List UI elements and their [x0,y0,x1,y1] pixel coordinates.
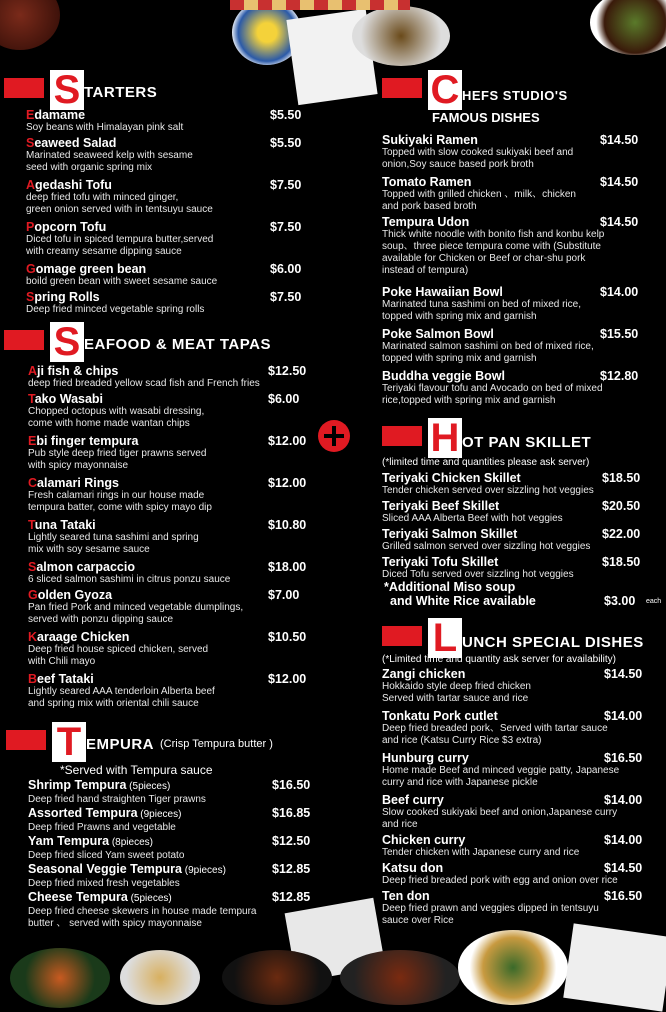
starters-item [26,290,302,316]
tempura-header: T EMPURA (Crisp Tempura butter ) [6,722,306,768]
item-name-text: Poke Salmon Bowl [382,327,494,341]
item-description: Home made Beef and minced veggie patty, Japanese [382,765,620,776]
item-name [382,471,594,485]
item-name [28,476,212,490]
tempura-subtitle: (Crisp Tempura butter ) [160,738,273,750]
item-name [382,889,599,903]
item-name-text: omage green bean [35,262,147,276]
item-description: come with home made wantan chips [28,418,190,429]
item-initial: B [28,672,38,686]
item-name-text: eaweed Salad [34,136,117,150]
item-description: Tender chicken with Japanese curry and rice [382,847,580,858]
item-price: $5.50 [270,108,302,122]
lunch-header: L UNCH SPECIAL DISHES [382,618,662,664]
item-name-text: bi finger tempura [36,434,139,448]
hotpan-item [382,499,641,525]
item-description: soup、three piece tempura come with (Substitute [382,241,601,252]
item-description: Marinated tuna sashimi on bed of mixed rice, [382,299,581,310]
item-description: available for Chicken or Beef or char-shu pork [382,253,586,264]
item-name [26,220,213,234]
seafood-item [28,392,300,430]
item-price: $14.50 [604,667,643,681]
seafood-item [28,560,307,586]
item-price: $14.00 [604,793,643,807]
starters-header: S TARTERS [4,70,204,116]
item-initial: K [28,630,38,644]
item-price: $7.50 [270,178,302,192]
item-description: mix with soy sesame sauce [28,544,150,555]
item-description: boild green bean with sweet sesame sauce [26,276,218,287]
item-name-text: Buddha veggie Bowl [382,369,505,383]
item-name-text: una Tataki [34,518,96,532]
item-initial: G [26,262,36,276]
item-price: $6.00 [268,392,300,406]
item-name-text: almon carpaccio [36,560,135,574]
item-name [382,499,563,513]
item-name [382,285,581,299]
item-description: butter 、 served with spicy mayonnaise [28,918,202,929]
tempura-note: *Served with Tempura sauce [60,763,213,777]
item-price: $14.00 [604,709,643,723]
item-description: Fresh calamari rings in our house made [28,490,205,501]
item-name-text: ako Wasabi [34,392,104,406]
item-price: $12.80 [600,369,639,383]
item-description: onion,Soy sauce based pork broth [382,159,534,170]
item-description: Served with tartar sauce and rice [382,693,529,704]
seafood-item [28,518,307,556]
item-description: Deep fried house spiced chicken, served [28,644,209,655]
lunch-item [382,667,643,705]
food-photo-bottom-right [563,923,666,1011]
item-initial: E [28,434,37,448]
seafood-item [28,364,307,390]
item-description: Grilled salmon served over sizzling hot veggies [382,541,591,552]
item-description: Tender chicken served over sizzling hot veggies [382,485,594,496]
item-description: and pork based broth [382,201,477,212]
item-price: $16.50 [272,778,311,792]
item-description: Marinated seaweed kelp with sesame [26,150,193,161]
item-name-text: Zangi chicken [382,667,466,681]
item-name-text: Teriyaki Salmon Skillet [382,527,518,541]
item-initial: C [28,476,38,490]
item-name [28,364,260,378]
item-price: $16.50 [604,889,643,903]
food-photo-bottom-skillet-2 [340,950,460,1005]
food-photo-bottom-2 [120,950,200,1005]
item-description: Deep fried cheese skewers in house made tempura [28,906,257,917]
item-description: served with ponzu dipping sauce [28,614,174,625]
item-description: Diced Tofu served over sizzling hot veggies [382,569,574,580]
item-description: rice,topped with spring mix and garnish [382,395,556,406]
lunch-item [382,751,643,789]
item-description: Slow cooked sukiyaki beef and onion,Japanese curry [382,807,618,818]
item-price: $15.50 [600,327,639,341]
item-description: Marinated salmon sashimi on bed of mixed rice, [382,341,594,352]
item-initial: P [26,220,35,234]
item-price: $10.80 [268,518,307,532]
chefs-item [382,285,639,323]
item-price: $7.50 [270,220,302,234]
item-name [28,834,184,850]
hotpan-note: (*limited time and quantities please ask server) [382,457,590,468]
item-name [382,133,573,147]
item-name-text: Tomato Ramen [382,175,472,189]
item-description: Pan fried Pork and minced vegetable dumplings, [28,602,244,613]
chefs-item [382,215,639,277]
tempura-item [28,806,311,834]
item-price: $16.85 [272,806,311,820]
item-price: $12.85 [272,890,311,904]
item-description: with creamy sesame dipping sauce [26,246,182,257]
item-name [382,369,603,383]
item-name-text: Beef curry [382,793,444,807]
item-name-text: Tonkatu Pork cutlet [382,709,498,723]
item-price: $7.50 [270,290,302,304]
item-description: Diced tofu in spiced tempura butter,served [26,234,214,245]
item-name-text: Katsu don [382,861,444,875]
item-initial: A [26,178,36,192]
item-description: deep fried tofu with minced ginger, [26,192,179,203]
hotpan-item [382,471,641,497]
item-price: $12.00 [268,672,307,686]
lunch-item [382,889,643,927]
chefs-item [382,175,639,213]
item-name-text: opcorn Tofu [34,220,107,234]
item-description: instead of tempura) [382,265,469,276]
item-price: $7.00 [268,588,300,602]
item-name [28,560,230,574]
item-description: Hokkaido style deep fried chicken [382,681,531,692]
extra-line-1: *Additional Miso soup [384,580,516,594]
item-price: $5.50 [270,136,302,150]
item-name-text: damame [34,108,86,122]
lunch-item [382,861,643,887]
item-description: 6 sliced salmon sashimi in citrus ponzu sauce [28,574,231,585]
item-description: with spicy mayonnaise [28,460,129,471]
item-price: $20.50 [602,499,641,513]
chefs-item [382,369,639,407]
item-price: $10.50 [268,630,307,644]
tempura-item [28,890,311,930]
item-name-text: alamari Rings [37,476,120,490]
food-photo-top-left [0,0,60,50]
item-description: Topped with grilled chicken 、milk、chicken [382,189,576,200]
item-name-text: Yam Tempura [28,834,110,848]
lunch-note: (*Limited time and quantity ask server for availability) [382,654,616,665]
food-photo-top-right [590,0,666,55]
item-description: Topped with slow cooked sukiyaki beef and [382,147,574,158]
item-name-text: Seasonal Veggie Tempura [28,862,182,876]
item-initial: A [28,364,38,378]
item-price: $18.50 [602,471,641,485]
item-initial: S [26,290,35,304]
item-description: Deep fried minced vegetable spring rolls [26,304,205,315]
item-description: Deep fried Prawns and vegetable [28,822,176,833]
item-name [382,327,594,341]
item-name [28,890,256,906]
seafood-item [28,588,300,626]
chefs-subheader: FAMOUS DISHES [432,110,540,125]
item-description: sauce over Rice [382,915,454,926]
item-price: $14.50 [600,175,639,189]
item-description: Deep fried sliced Yam sweet potato [28,850,185,861]
item-description: Deep fried mixed fresh vegetables [28,878,180,889]
item-price: $14.50 [604,861,643,875]
item-price: $12.00 [268,476,307,490]
item-name [28,434,206,448]
item-name [26,262,217,276]
item-price: $12.85 [272,862,311,876]
item-description: Deep fried hand straighten Tiger prawns [28,794,206,805]
item-description: and rice [382,819,418,830]
item-description: Lightly seared AAA tenderloin Alberta beef [28,686,215,697]
starters-item [26,136,302,174]
hotpan-header: H OT PAN SKILLET [382,418,662,464]
item-name [382,667,531,681]
food-photo-bottom-1 [10,948,110,1008]
item-initial: E [26,108,35,122]
item-name [28,672,215,686]
item-pieces: (5pieces) [127,893,172,904]
rising-sun-emblem [318,420,350,452]
lunch-item [382,709,643,747]
item-description: green onion served with in tentsuyu sauce [26,204,213,215]
item-name-text: gedashi Tofu [35,178,112,192]
extra-each: each [646,598,662,605]
starters-item [26,108,302,134]
item-initial: S [26,136,35,150]
item-description: and rice (Katsu Curry Rice $3 extra) [382,735,542,746]
item-name [382,833,579,847]
item-name [28,630,208,644]
item-description: topped with spring mix and garnish [382,311,537,322]
item-name [382,215,604,229]
item-name-text: araage Chicken [37,630,130,644]
item-price: $14.00 [600,285,639,299]
item-price: $6.00 [270,262,302,276]
item-name [28,862,226,878]
item-price: $18.00 [268,560,307,574]
item-name-text: Teriyaki Beef Skillet [382,499,500,513]
item-description: Deep fried breaded pork with egg and onion over rice [382,875,618,886]
tempura-item [28,834,311,862]
seafood-item [28,672,307,710]
starters-item [26,220,302,258]
item-description: Lightly seared tuna sashimi and spring [28,532,199,543]
item-name [382,555,574,569]
item-name-text: Ten don [382,889,430,903]
item-name [28,588,243,602]
item-name-text: Hunburg curry [382,751,469,765]
chefs-item [382,327,639,365]
decor-pattern-strip [230,0,410,10]
item-description: Teriyaki flavour tofu and Avocado on bed of mixed [382,383,603,394]
item-description: Chopped octopus with wasabi dressing, [28,406,205,417]
extra-price: $3.00 [604,594,636,608]
item-price: $12.50 [268,364,307,378]
item-name-text: Teriyaki Chicken Skillet [382,471,521,485]
item-initial: T [28,392,35,406]
item-name [382,527,590,541]
item-price: $14.50 [600,133,639,147]
seafood-item [28,476,307,514]
item-name-text: Poke Hawaiian Bowl [382,285,503,299]
seafood-item [28,630,307,668]
item-description: and spring mix with oriental chili sauce [28,698,199,709]
item-price: $16.50 [604,751,643,765]
item-name [382,793,617,807]
item-description: curry and rice with Japanese pickle [382,777,538,788]
item-description: topped with spring mix and garnish [382,353,537,364]
tempura-item [28,862,311,890]
food-photo-top-noodles [352,6,450,66]
item-description: seed with organic spring mix [26,162,153,173]
item-name-text: olden Gyoza [37,588,113,602]
chefs-header: C HEFS STUDIO'S [382,70,662,116]
item-price: $12.00 [268,434,307,448]
item-description: Deep fried prawn and veggies dipped in tentsuyu [382,903,599,914]
seafood-item [28,434,307,472]
item-name-text: pring Rolls [34,290,100,304]
item-description: Soy beans with Himalayan pink salt [26,122,184,133]
item-name [382,751,619,765]
item-name-text: ji fish & chips [37,364,119,378]
item-name [382,709,608,723]
chefs-item [382,133,639,171]
item-name [28,392,204,406]
food-photo-bottom-bowl [458,930,568,1005]
item-name-text: Tempura Udon [382,215,470,229]
item-price: $18.50 [602,555,641,569]
item-description: Thick white noodle with bonito fish and konbu kelp [382,229,605,240]
starters-item [26,262,302,288]
lunch-item [382,833,643,859]
item-pieces: (9pieces) [182,865,226,876]
item-name-text: Chicken curry [382,833,466,847]
extra-line-2: and White Rice available [390,594,536,608]
tempura-item [28,778,311,806]
item-pieces: (9pieces) [137,809,182,820]
food-photo-bottom-skillet [222,950,332,1005]
item-initial: S [28,560,37,574]
item-name [382,175,576,189]
lunch-item [382,793,643,831]
item-name-text: Assorted Tempura [28,806,138,820]
item-description: Pub style deep fried tiger prawns served [28,448,207,459]
item-name-text: eef Tataki [37,672,94,686]
item-description: deep fried breaded yellow scad fish and French fries [28,378,260,389]
hotpan-extra [384,580,664,608]
item-name [28,778,206,794]
item-name-text: Shrimp Tempura [28,778,127,792]
item-name [26,136,193,150]
hotpan-item [382,555,641,581]
item-description: with Chili mayo [28,656,96,667]
item-name [382,861,618,875]
seafood-header: S EAFOOD & MEAT TAPAS [4,322,344,368]
item-price: $14.00 [604,833,643,847]
item-description: Sliced AAA Alberta Beef with hot veggies [382,513,563,524]
item-description: Deep fried breaded pork、Served with tartar sauce [382,723,608,734]
item-name [26,108,183,122]
item-pieces: (5pieces) [126,781,171,792]
item-description: tempura batter, come with spicy mayo dip [28,502,212,513]
item-name [28,518,199,532]
item-price: $14.50 [600,215,639,229]
item-name [26,290,204,304]
item-price: $12.50 [272,834,311,848]
item-initial: T [28,518,35,532]
hotpan-item [382,527,641,553]
item-name [28,806,181,822]
item-initial: G [28,588,38,602]
item-name [26,178,213,192]
item-pieces: (8pieces) [109,837,153,848]
item-name-text: Cheese Tempura [28,890,128,904]
item-price: $22.00 [602,527,641,541]
item-name-text: Sukiyaki Ramen [382,133,478,147]
starters-item [26,178,302,216]
item-name-text: Teriyaki Tofu Skillet [382,555,499,569]
